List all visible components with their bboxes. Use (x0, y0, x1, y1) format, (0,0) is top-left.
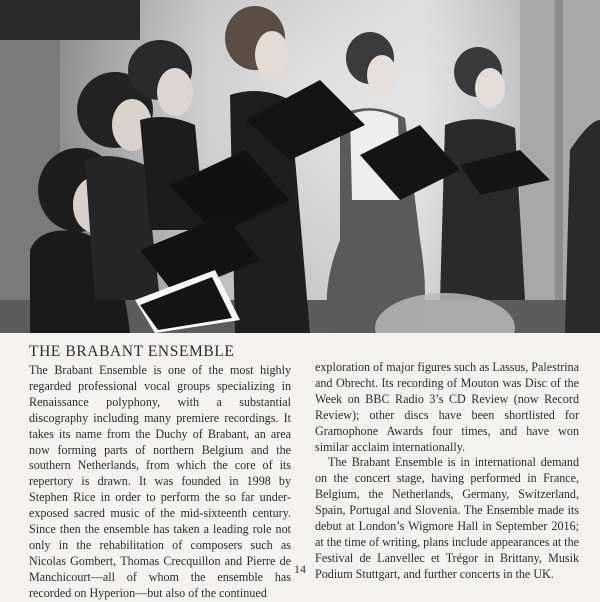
page-number: 14 (294, 562, 306, 576)
article-heading: THE BRABANT ENSEMBLE (29, 343, 235, 360)
article-paragraph: The Brabant Ensemble is one of the most highly regarded professional vocal groups specializing in Renaissance polyphony, with a substantial discography including many premiere recordings. It takes its name from the Duchy of Brabant, an area now forming parts of northern Belgium and the southern Netherlands, from which the core of its repertory is drawn. It was founded in 1998 by Stephen Rice in order to perform the so far under-exposed sacred music of the mid-sixteenth century. Since then the ensemble has taken a leading role not only in the rehabilitation of composers such as Nicolas Gombert, Thomas Crecquillon and Pierre de Manchicourt—all of whom the ensemble has recorded on Hyperion—but also of the continued (29, 363, 291, 600)
article-paragraph: The Brabant Ensemble is in international demand on the concert stage, having performed in France, Belgium, the Netherlands, Germany, Switzerland, Spain, Portugal and Slovenia. The Ensemble made its debut at London’s Wigmore Hall in September 2016; at the time of writing, plans include appearances at the Festival de Lanvellec et Trégor in Brittany, Musik Podium Stuttgart, and further concerts in the UK. (315, 455, 579, 581)
article-paragraph: exploration of major figures such as Lassus, Palestrina and Obrecht. Its recording of Mouton was Disc of the Week on BBC Radio 3’s CD Review (now Record Review); other discs have been shortlisted for Gramophone Awards four times, and have won similar acclaim internationally. (315, 360, 579, 454)
article-column-right (315, 360, 579, 583)
